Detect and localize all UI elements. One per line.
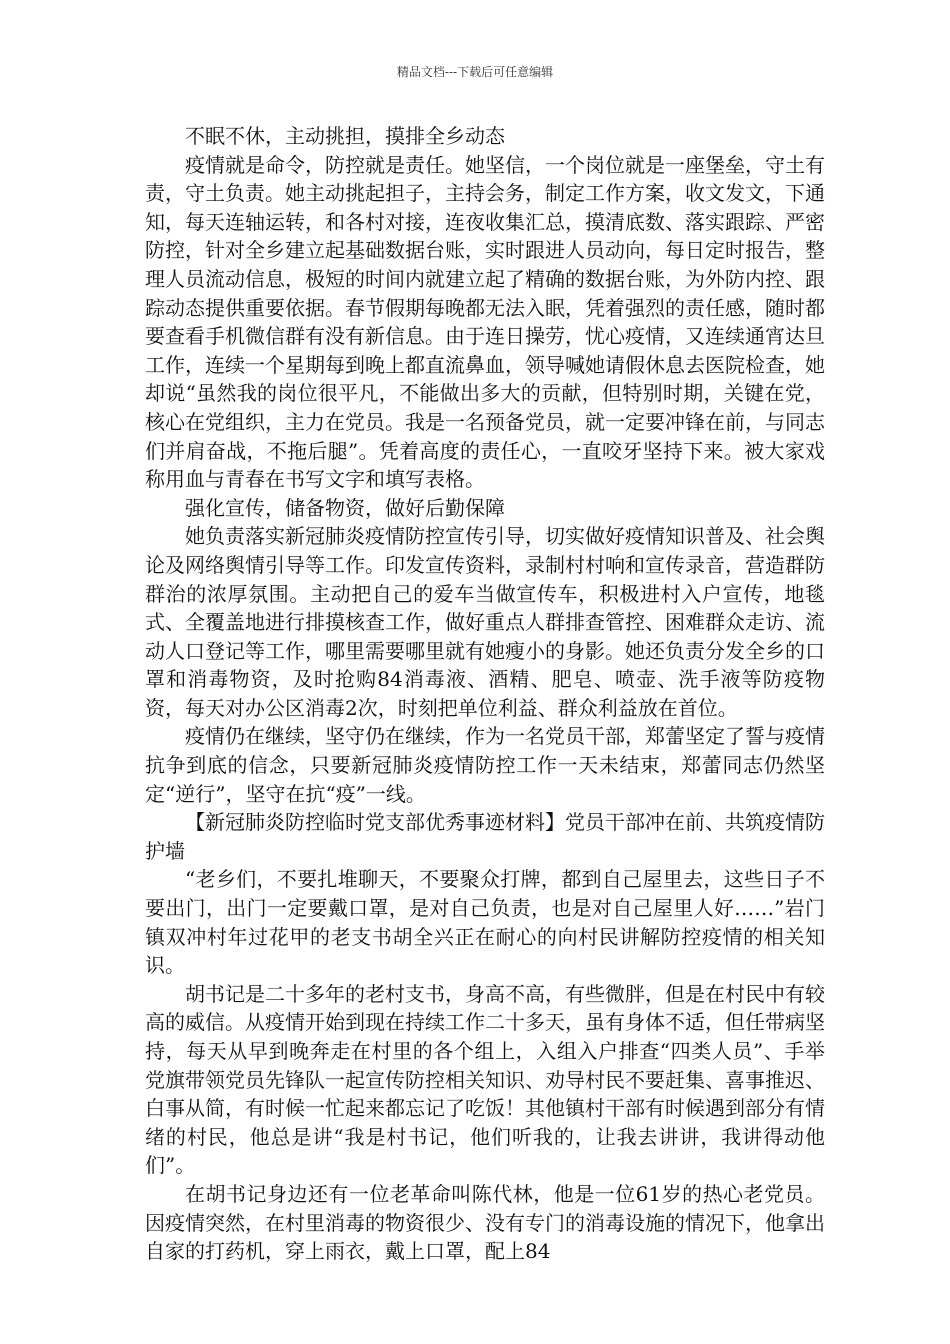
paragraph-1: 疫情就是命令，防控就是责任。她坚信，一个岗位就是一座堡垒，守土有责，守土负责。她主动挑起担子，主持会务，制定工作方案，收文发文，下通知，每天连轴运转，和各村对接，连夜收集汇总，摸清底数、落实跟踪、严密防控，针对全乡建立起基础数据台账，实时跟进人员动向，每日定时报告，整理人员流动信息，极短的时间内就建立起了精确的数据台账，为外防内控、跟踪动态提供重要依据。春节假期每晚都无法入眠，凭着强烈的责任感，随时都要查看手机微信群有没有新信息。由于连日操劳，忧心疫情，又连续通宵达旦工作，连续一个星期每到晚上都直流鼻血，领导喊她请假休息去医院检查，她却说“虽然我的岗位很平凡，不能做出多大的贡献，但特别时期，关键在党，核心在党组织，主力在党员。我是一名预备党员，就一定要冲锋在前，与同志们并肩奋战，不拖后腿”。凭着高度的责任心，一直咬牙坚持下来。被大家戏称用血与青春在书写文字和填写表格。 (145, 152, 825, 492)
document-body (145, 122, 825, 1266)
page-header: 精品文档---下载后可任意编辑 (396, 65, 554, 79)
paragraph-6: 在胡书记身边还有一位老革命叫陈代林，他是一位61岁的热心老党员。因疫情突然，在村里消毒的物资很少、没有专门的消毒设施的情况下，他拿出自家的打药机，穿上雨衣，戴上口罩，配上84 (145, 1181, 825, 1264)
article-title: 【新冠肺炎防控临时党支部优秀事迹材料】党员干部冲在前、共筑疫情防护墙 (145, 810, 825, 863)
paragraph-2: 她负责落实新冠肺炎疫情防控宣传引导，切实做好疫情知识普及、社会舆论及网络舆情引导等工作。印发宣传资料，录制村村响和宣传录音，营造群防群治的浓厚氛围。主动把自己的爱车当做宣传车，积极进村入户宣传，地毯式、全覆盖地进行排摸核查工作，做好重点人群排查管控、困难群众走访、流动人口登记等工作，哪里需要哪里就有她瘦小的身影。她还负责分发全乡的口罩和消毒物资，及时抢购84消毒液、酒精、肥皂、喷壶、洗手液等防疫物资，每天对办公区消毒2次，时刻把单位利益、群众利益放在首位。 (145, 524, 825, 720)
section-heading-1: 不眠不休，主动挑担，摸排全乡动态 (185, 124, 505, 148)
paragraph-4: “老乡们，不要扎堆聊天，不要聚众打牌，都到自己屋里去，这些日子不要出门，出门一定要戴口罩，是对自己负责，也是对自己屋里人好……”岩门镇双冲村年过花甲的老支书胡全兴正在耐心的向村民讲解防控疫情的相关知识。 (145, 867, 825, 978)
paragraph-5: 胡书记是二十多年的老村支书，身高不高，有些微胖，但是在村民中有较高的威信。从疫情开始到现在持续工作二十多天，虽有身体不适，但任带病坚持，每天从早到晚奔走在村里的各个组上，入组入户排查“四类人员”、手举党旗带领党员先锋队一起宣传防控相关知识、劝导村民不要赶集、喜事推迟、白事从简，有时候一忙起来都忘记了吃饭！其他镇村干部有时候遇到部分有情绪的村民，他总是讲“我是村书记，他们听我的，让我去讲讲，我讲得动他们”。 (145, 981, 825, 1178)
paragraph-3: 疫情仍在继续，坚守仍在继续，作为一名党员干部，郑蕾坚定了誓与疫情抗争到底的信念，只要新冠肺炎疫情防控工作一天未结束，郑蕾同志仍然坚定“逆行”，坚守在抗“疫”一线。 (145, 724, 825, 806)
section-heading-2: 强化宣传，储备物资，做好后勤保障 (185, 495, 505, 520)
